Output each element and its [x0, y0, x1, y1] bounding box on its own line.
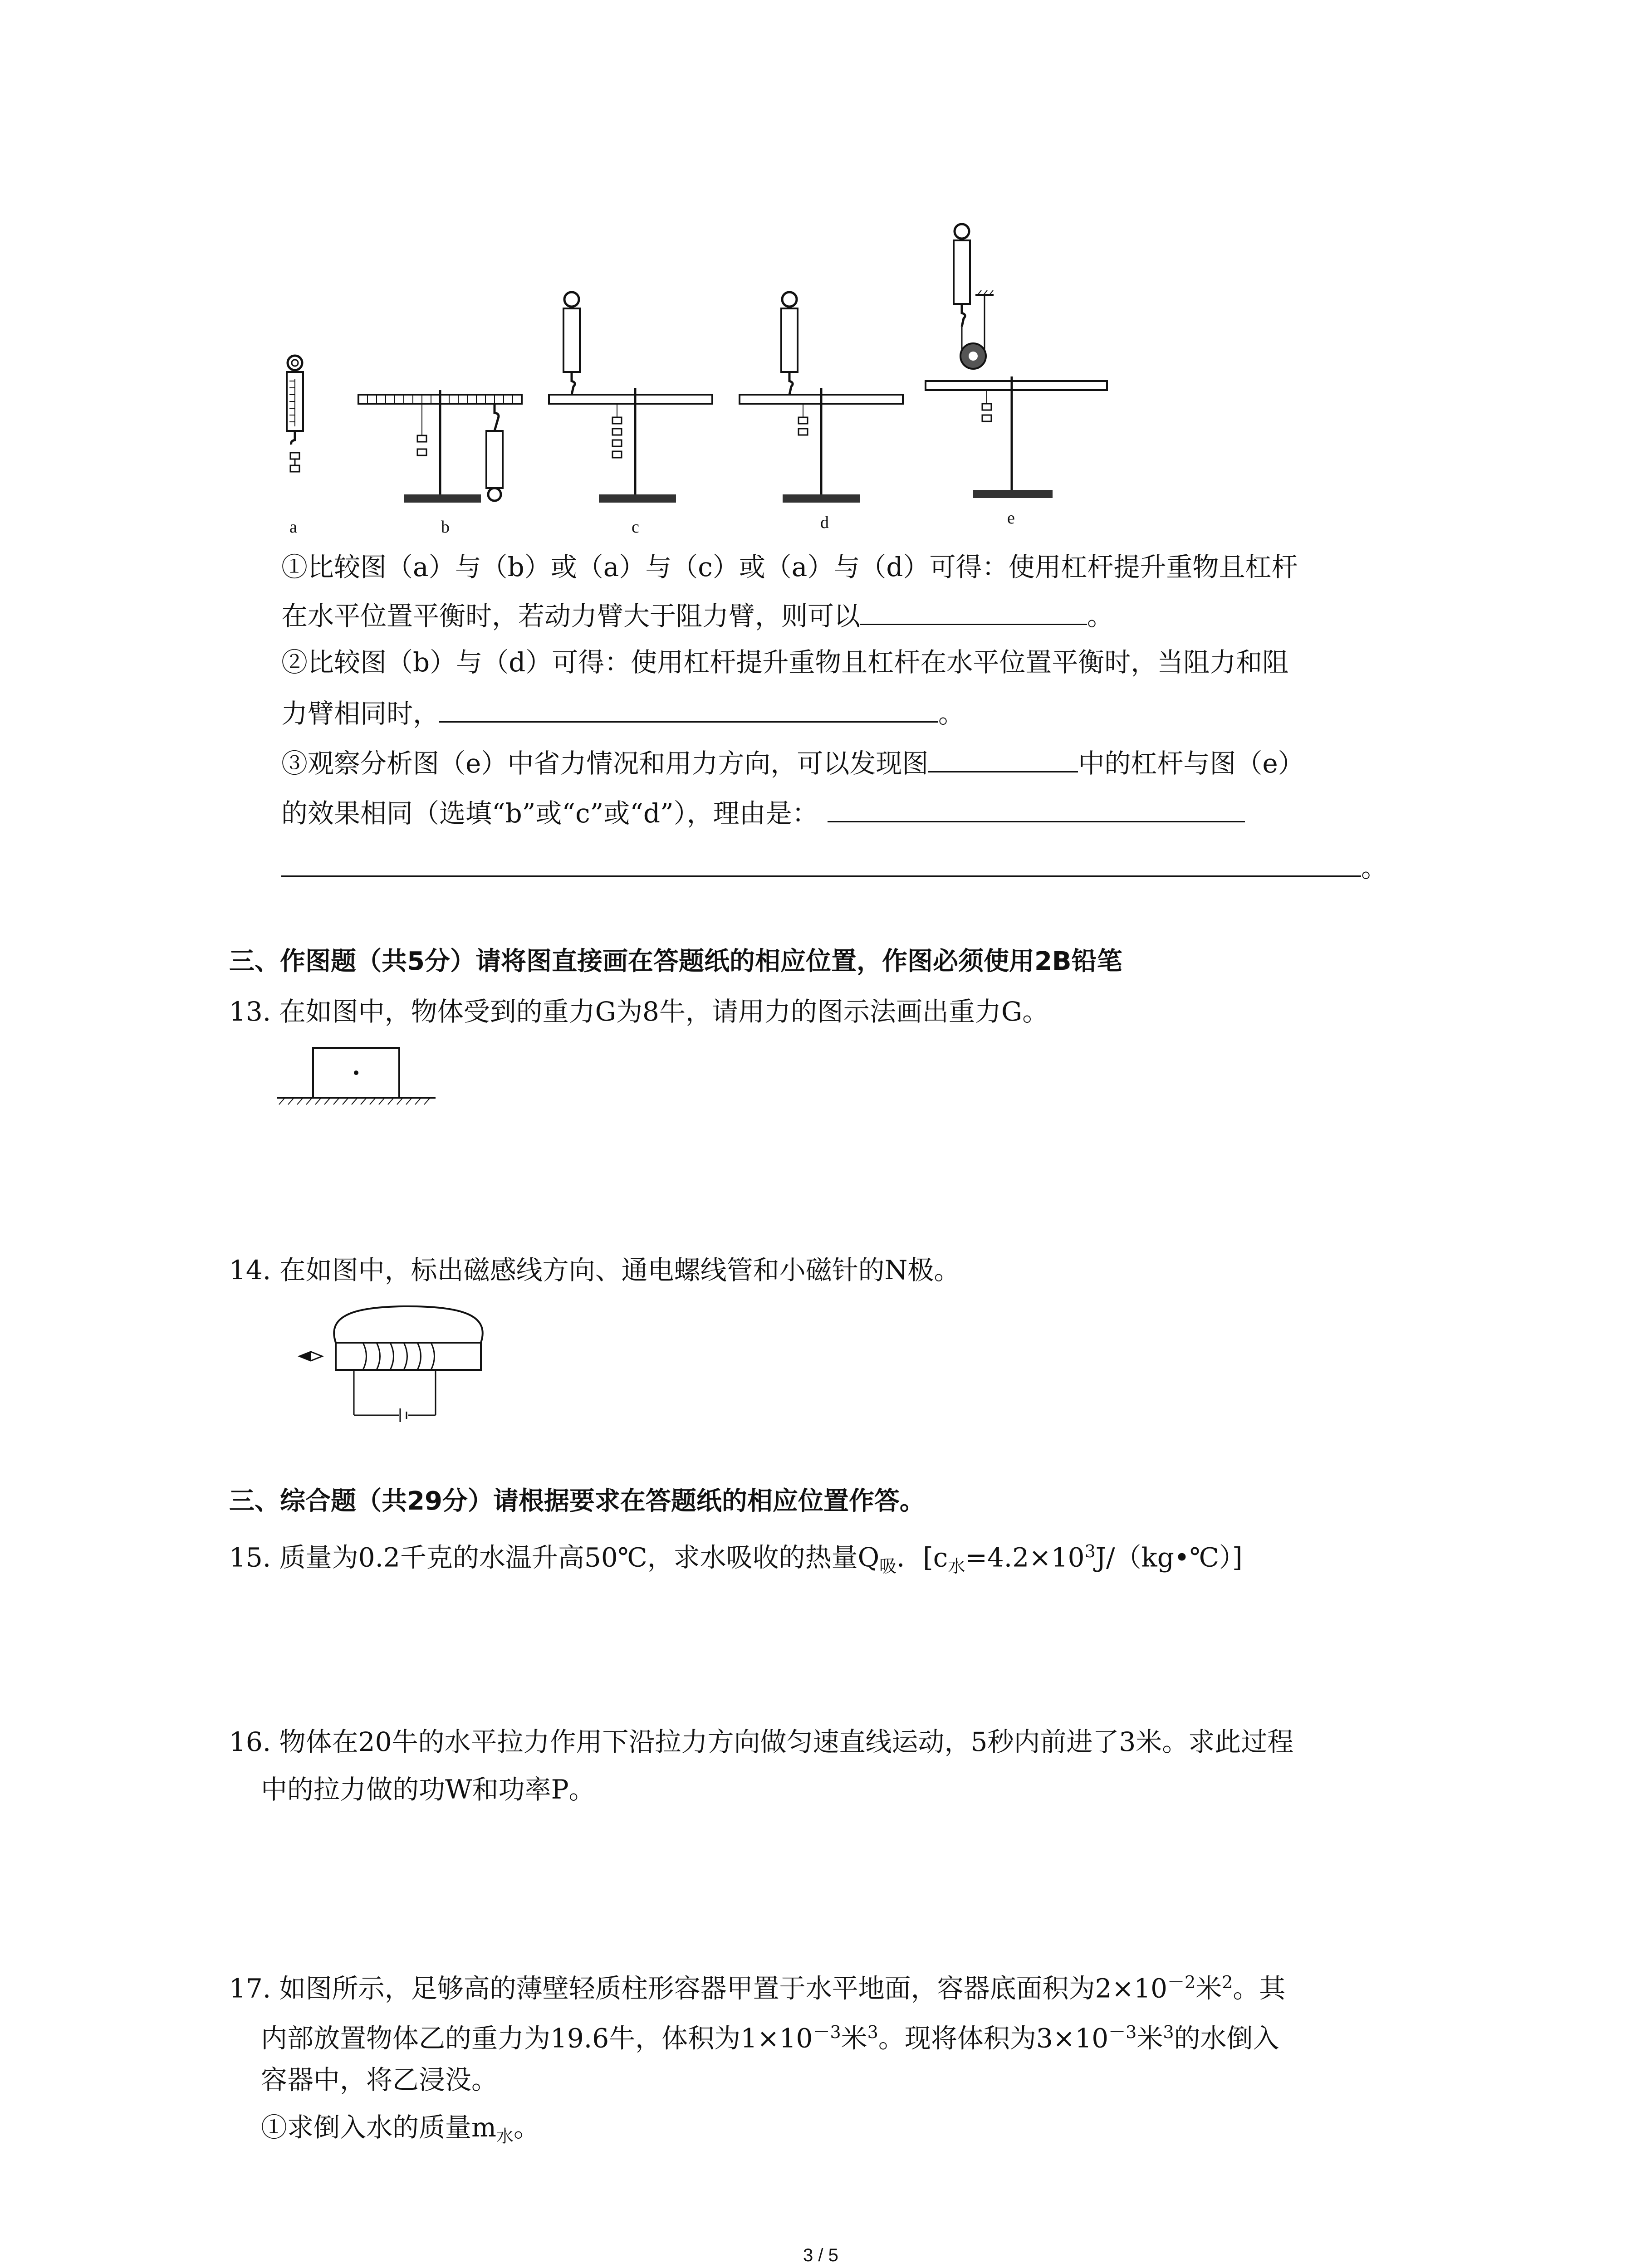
figure-a-spring-scale — [277, 354, 322, 508]
q12-part1-line2 — [281, 596, 1113, 634]
q12-part3-figure-blank[interactable] — [928, 744, 1078, 772]
q17-line1a: 17. 如图所示，足够高的薄壁轻质柱形容器甲置于水平地面，容器底面积为2×10 — [229, 1973, 1167, 2004]
figure-label-e: e — [1007, 508, 1015, 528]
q16-line1: 16. 物体在20牛的水平拉力作用下沿拉力方向做匀速直线运动，5秒内前进了3米。求此过程 — [229, 1726, 1294, 1757]
q15-main: 15. 质量为0.2千克的水温升高50℃，求水吸收的热量Q — [229, 1542, 880, 1573]
q17-part1-sub: 水 — [496, 2126, 514, 2146]
q17-line1c: 。其 — [1233, 1973, 1286, 2004]
q12-part3-end: 。 — [1361, 852, 1388, 883]
q17-line2-sup2: 3 — [867, 2022, 878, 2042]
figure-e-lever — [921, 222, 1112, 503]
figure-c-lever — [544, 290, 717, 508]
q13-block-on-ground-figure — [277, 1043, 440, 1107]
figure-d-lever — [735, 290, 907, 508]
q16-line2: 中的拉力做的功W和功率P。 — [261, 1774, 595, 1805]
q14-text: 14. 在如图中，标出磁感线方向、通电螺线管和小磁针的N极。 — [229, 1255, 960, 1286]
q15-mid: ．[c — [896, 1542, 948, 1573]
q12-part2-line1: ②比较图（b）与（d）可得：使用杠杆提升重物且杠杆在水平位置平衡时，当阻力和阻 — [281, 647, 1289, 678]
q12-part3-line2 — [281, 794, 1245, 831]
q17-part1-text: ①求倒入水的质量m — [261, 2112, 496, 2143]
q17-line2 — [261, 2014, 1279, 2056]
q12-part1-line2-text: 在水平位置平衡时，若动力臂大于阻力臂，则可以 — [281, 601, 861, 631]
q14-solenoid-figure — [290, 1297, 526, 1452]
q12-part3-reason-blank[interactable] — [828, 794, 1245, 822]
q12-part2-line2-text: 力臂相同时， — [281, 698, 440, 729]
section-3-comprehensive-heading: 三、综合题（共29分）请根据要求在答题纸的相应位置作答。 — [229, 1486, 925, 1516]
q12-part1-line1: ①比较图（a）与（b）或（a）与（c）或（a）与（d）可得：使用杠杆提升重物且杠杆 — [281, 552, 1298, 582]
q12-part3-line2-text: 的效果相同（选填“b”或“c”或“d”），理由是： — [281, 798, 818, 829]
figure-label-d: d — [820, 513, 829, 532]
q17-part1-end: 。 — [514, 2112, 540, 2143]
q12-part2-answer-blank[interactable] — [439, 694, 938, 723]
figure-label-c: c — [632, 518, 639, 537]
q15-unit: J/（kg•℃）] — [1095, 1542, 1243, 1573]
q12-part1-answer-blank[interactable] — [860, 596, 1087, 625]
q17-line2-sup3: －3 — [1108, 2022, 1137, 2042]
q12-part3-line1b: 中的杠杆与图（e） — [1078, 748, 1304, 779]
q17-line2-sup4: 3 — [1163, 2022, 1174, 2042]
figure-label-b: b — [441, 518, 450, 537]
q12-part3-line1a: ③观察分析图（e）中省力情况和用力方向，可以发现图 — [281, 748, 929, 779]
q17-line3: 容器中，将乙浸没。 — [261, 2064, 498, 2095]
q12-part1-end: 。 — [1087, 601, 1114, 631]
q15-sub-shui: 水 — [948, 1556, 965, 1576]
q17-part1 — [261, 2109, 540, 2155]
page-number: 3 / 5 — [803, 2245, 838, 2265]
q17-line2d: 米 — [1136, 2023, 1163, 2054]
q12-part3-reason-blank-2[interactable] — [281, 848, 1361, 877]
q17-line1 — [229, 1964, 1285, 2006]
q17-line1-sup2: 2 — [1222, 1972, 1233, 1992]
section-3-drawing-heading: 三、作图题（共5分）请将图直接画在答题纸的相应位置，作图必须使用2B铅笔 — [229, 947, 1122, 976]
q15-text — [229, 1533, 1243, 1584]
q17-line2e: 的水倒入 — [1174, 2023, 1279, 2054]
q17-line2b: 米 — [841, 2023, 867, 2054]
q17-line1-sup: －2 — [1167, 1972, 1196, 1992]
figure-b-lever — [354, 381, 526, 508]
q15-sup: 3 — [1084, 1541, 1096, 1561]
q15-sub-xi: 吸 — [879, 1556, 897, 1576]
q12-part2-end: 。 — [938, 698, 965, 729]
q17-line1b: 米 — [1195, 1973, 1222, 2004]
q17-line2a: 内部放置物体乙的重力为19.6牛，体积为1×10 — [261, 2023, 813, 2054]
q12-part2-line2 — [281, 694, 965, 732]
q17-line2-sup: －3 — [813, 2022, 841, 2042]
q15-formula: =4.2×10 — [965, 1542, 1085, 1573]
q13-text: 13. 在如图中，物体受到的重力G为8牛，请用力的图示法画出重力G。 — [229, 996, 1049, 1027]
q17-line2c: 。现将体积为3×10 — [878, 2023, 1109, 2054]
q12-part3-line1 — [281, 744, 1304, 782]
figure-label-a: a — [289, 518, 297, 537]
q12-part3-line3 — [281, 848, 1387, 886]
